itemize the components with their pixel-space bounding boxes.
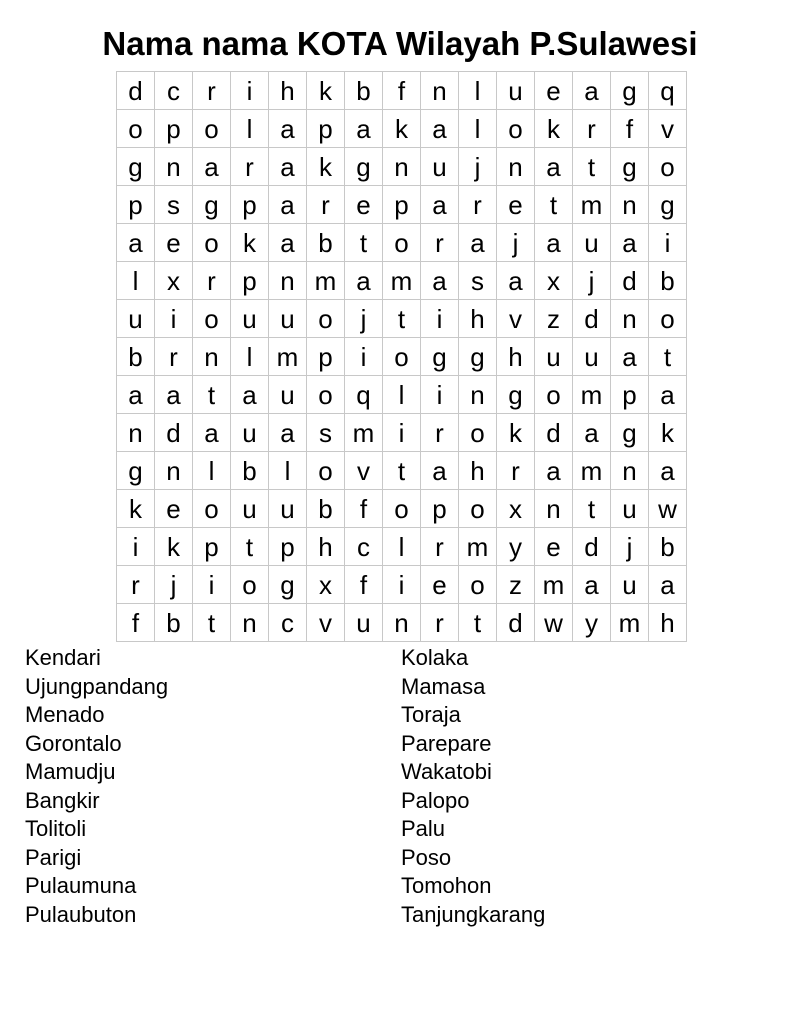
grid-cell: p <box>307 338 345 376</box>
grid-cell: r <box>421 224 459 262</box>
grid-cell: f <box>345 566 383 604</box>
grid-cell: a <box>421 262 459 300</box>
grid-cell: q <box>345 376 383 414</box>
grid-cell: n <box>155 148 193 186</box>
grid-cell: p <box>421 490 459 528</box>
grid-cell: p <box>307 110 345 148</box>
grid-cell: m <box>459 528 497 566</box>
grid-cell: k <box>383 110 421 148</box>
grid-cell: a <box>421 452 459 490</box>
grid-cell: u <box>535 338 573 376</box>
word-item: Mamudju <box>25 759 116 784</box>
grid-cell: l <box>459 72 497 110</box>
grid-cell: m <box>611 604 649 642</box>
grid-cell: p <box>231 186 269 224</box>
grid-cell: a <box>573 566 611 604</box>
grid-cell: u <box>269 300 307 338</box>
word-item: Kendari <box>25 645 101 670</box>
grid-cell: o <box>459 566 497 604</box>
grid-cell: u <box>611 490 649 528</box>
word-item: Wakatobi <box>401 759 492 784</box>
grid-cell: n <box>383 604 421 642</box>
grid-cell: e <box>345 186 383 224</box>
grid-cell: a <box>573 72 611 110</box>
grid-cell: o <box>193 300 231 338</box>
grid-cell: l <box>269 452 307 490</box>
grid-cell: k <box>535 110 573 148</box>
grid-cell: i <box>231 72 269 110</box>
grid-cell: o <box>193 490 231 528</box>
grid-cell: u <box>611 566 649 604</box>
grid-cell: d <box>535 414 573 452</box>
grid-cell: k <box>155 528 193 566</box>
page-title: Nama nama KOTA Wilayah P.Sulawesi <box>102 25 698 62</box>
grid-cell: a <box>497 262 535 300</box>
grid-cell: g <box>345 148 383 186</box>
grid-cell: a <box>649 566 687 604</box>
grid-cell: k <box>117 490 155 528</box>
grid-cell: a <box>649 376 687 414</box>
grid-cell: k <box>307 148 345 186</box>
grid-cell: o <box>193 224 231 262</box>
grid-cell: d <box>155 414 193 452</box>
grid-cell: u <box>573 338 611 376</box>
grid-cell: s <box>155 186 193 224</box>
grid-cell: g <box>497 376 535 414</box>
grid-cell: a <box>117 224 155 262</box>
grid-cell: r <box>193 72 231 110</box>
grid-cell: u <box>573 224 611 262</box>
grid-cell: u <box>231 490 269 528</box>
grid-cell: n <box>497 148 535 186</box>
grid-cell: b <box>117 338 155 376</box>
grid-cell: a <box>193 414 231 452</box>
grid-cell: r <box>421 604 459 642</box>
word-search-grid <box>116 71 687 642</box>
grid-cell: m <box>345 414 383 452</box>
grid-cell: o <box>117 110 155 148</box>
grid-cell: z <box>535 300 573 338</box>
grid-cell: n <box>269 262 307 300</box>
grid-cell: c <box>155 72 193 110</box>
word-item: Ujungpandang <box>25 673 169 699</box>
grid-cell: t <box>573 490 611 528</box>
word-item: Tomohon <box>401 873 492 898</box>
grid-cell: p <box>231 262 269 300</box>
grid-cell: f <box>117 604 155 642</box>
grid-cell: o <box>193 110 231 148</box>
grid-cell: o <box>307 452 345 490</box>
grid-cell: m <box>535 566 573 604</box>
grid-cell: t <box>573 148 611 186</box>
grid-cell: v <box>649 110 687 148</box>
grid-cell: o <box>383 490 421 528</box>
grid-cell: l <box>383 376 421 414</box>
grid-cell: i <box>383 566 421 604</box>
grid-cell: x <box>497 490 535 528</box>
grid-cell: n <box>383 148 421 186</box>
grid-row <box>117 376 687 414</box>
grid-cell: d <box>497 604 535 642</box>
grid-cell: s <box>307 414 345 452</box>
word-list-left <box>25 644 168 929</box>
grid-cell: h <box>459 452 497 490</box>
grid-cell: t <box>231 528 269 566</box>
grid-cell: e <box>421 566 459 604</box>
grid-cell: a <box>573 414 611 452</box>
grid-cell: a <box>269 110 307 148</box>
grid-row <box>117 566 687 604</box>
grid-cell: u <box>421 148 459 186</box>
grid-cell: f <box>611 110 649 148</box>
grid-cell: j <box>155 566 193 604</box>
grid-cell: r <box>421 528 459 566</box>
grid-cell: r <box>421 414 459 452</box>
grid-cell: t <box>535 186 573 224</box>
grid-cell: t <box>193 376 231 414</box>
word-item: Parepare <box>401 730 492 756</box>
grid-cell: e <box>497 186 535 224</box>
grid-cell: k <box>231 224 269 262</box>
grid-cell: r <box>155 338 193 376</box>
grid-cell: i <box>155 300 193 338</box>
grid-cell: p <box>383 186 421 224</box>
grid-cell: p <box>269 528 307 566</box>
grid-cell: n <box>193 338 231 376</box>
grid-cell: p <box>117 186 155 224</box>
grid-cell: n <box>611 186 649 224</box>
grid-cell: a <box>155 376 193 414</box>
grid-cell: p <box>155 110 193 148</box>
grid-cell: d <box>573 528 611 566</box>
grid-cell: b <box>307 490 345 528</box>
grid-cell: t <box>193 604 231 642</box>
word-item: Poso <box>401 844 452 870</box>
grid-cell: a <box>649 452 687 490</box>
grid-cell: u <box>231 300 269 338</box>
grid-cell: o <box>383 338 421 376</box>
grid-cell: u <box>269 376 307 414</box>
grid-cell: m <box>573 452 611 490</box>
grid-cell: y <box>573 604 611 642</box>
grid-cell: v <box>345 452 383 490</box>
grid-cell: n <box>155 452 193 490</box>
grid-row <box>117 110 687 148</box>
grid-cell: o <box>649 148 687 186</box>
word-item: Palopo <box>401 787 470 813</box>
grid-cell: j <box>497 224 535 262</box>
grid-cell: x <box>155 262 193 300</box>
grid-cell: o <box>383 224 421 262</box>
grid-cell: k <box>307 72 345 110</box>
grid-cell: m <box>307 262 345 300</box>
grid-cell: d <box>117 72 155 110</box>
grid-row <box>117 528 687 566</box>
grid-cell: d <box>611 262 649 300</box>
grid-cell: j <box>459 148 497 186</box>
grid-cell: r <box>307 186 345 224</box>
grid-cell: g <box>117 452 155 490</box>
grid-cell: c <box>269 604 307 642</box>
grid-cell: a <box>193 148 231 186</box>
grid-cell: n <box>421 72 459 110</box>
grid-cell: n <box>459 376 497 414</box>
grid-cell: g <box>269 566 307 604</box>
grid-cell: b <box>649 262 687 300</box>
grid-cell: u <box>231 414 269 452</box>
grid-cell: w <box>535 604 573 642</box>
word-item: Palu <box>401 816 446 841</box>
grid-cell: n <box>535 490 573 528</box>
grid-cell: r <box>497 452 535 490</box>
grid-row <box>117 148 687 186</box>
grid-cell: j <box>345 300 383 338</box>
grid-cell: u <box>117 300 155 338</box>
grid-cell: j <box>611 528 649 566</box>
grid-cell: t <box>383 300 421 338</box>
grid-cell: f <box>383 72 421 110</box>
grid-cell: a <box>421 186 459 224</box>
grid-cell: g <box>193 186 231 224</box>
grid-cell: l <box>231 110 269 148</box>
grid-cell: u <box>497 72 535 110</box>
grid-cell: g <box>459 338 497 376</box>
grid-cell: i <box>421 300 459 338</box>
grid-cell: i <box>383 414 421 452</box>
grid-cell: h <box>497 338 535 376</box>
grid-cell: r <box>117 566 155 604</box>
grid-cell: u <box>345 604 383 642</box>
grid-cell: h <box>459 300 497 338</box>
grid-cell: v <box>307 604 345 642</box>
grid-cell: a <box>117 376 155 414</box>
word-item: Menado <box>25 702 105 727</box>
grid-cell: x <box>535 262 573 300</box>
grid-row <box>117 604 687 642</box>
grid-cell: i <box>345 338 383 376</box>
grid-cell: p <box>611 376 649 414</box>
grid-cell: v <box>497 300 535 338</box>
grid-cell: o <box>459 490 497 528</box>
grid-cell: b <box>345 72 383 110</box>
grid-cell: a <box>535 224 573 262</box>
word-item: Tanjungkarang <box>401 901 546 927</box>
grid-cell: e <box>535 72 573 110</box>
grid-cell: r <box>459 186 497 224</box>
grid-cell: m <box>573 186 611 224</box>
grid-cell: p <box>193 528 231 566</box>
grid-row <box>117 452 687 490</box>
grid-cell: n <box>117 414 155 452</box>
grid-cell: d <box>573 300 611 338</box>
grid-cell: k <box>497 414 535 452</box>
word-item: Tolitoli <box>25 816 87 841</box>
word-item: Bangkir <box>25 787 100 813</box>
grid-cell: a <box>345 262 383 300</box>
grid-cell: o <box>459 414 497 452</box>
grid-cell: a <box>269 414 307 452</box>
grid-cell: l <box>231 338 269 376</box>
word-item: Pulaumuna <box>25 873 137 898</box>
grid-cell: b <box>307 224 345 262</box>
word-item: Parigi <box>25 844 82 870</box>
grid-cell: o <box>231 566 269 604</box>
grid-cell: b <box>649 528 687 566</box>
grid-cell: m <box>573 376 611 414</box>
grid-cell: n <box>611 300 649 338</box>
grid-cell: k <box>649 414 687 452</box>
grid-cell: n <box>611 452 649 490</box>
grid-cell: l <box>383 528 421 566</box>
grid-cell: o <box>307 376 345 414</box>
grid-cell: o <box>649 300 687 338</box>
grid-cell: t <box>649 338 687 376</box>
grid-cell: a <box>535 452 573 490</box>
grid-cell: l <box>193 452 231 490</box>
grid-cell: a <box>459 224 497 262</box>
grid-cell: m <box>269 338 307 376</box>
grid-row <box>117 186 687 224</box>
grid-cell: x <box>307 566 345 604</box>
grid-cell: a <box>345 110 383 148</box>
grid-row <box>117 72 687 110</box>
grid-cell: c <box>345 528 383 566</box>
grid-cell: i <box>193 566 231 604</box>
grid-row <box>117 414 687 452</box>
grid-cell: i <box>421 376 459 414</box>
grid-cell: a <box>611 224 649 262</box>
grid-cell: a <box>611 338 649 376</box>
grid-cell: a <box>269 148 307 186</box>
grid-cell: t <box>383 452 421 490</box>
grid-cell: f <box>345 490 383 528</box>
grid-cell: e <box>155 490 193 528</box>
grid-cell: g <box>611 72 649 110</box>
grid-cell: i <box>649 224 687 262</box>
grid-cell: e <box>155 224 193 262</box>
grid-row <box>117 224 687 262</box>
grid-cell: w <box>649 490 687 528</box>
grid-cell: l <box>459 110 497 148</box>
grid-cell: o <box>307 300 345 338</box>
grid-cell: a <box>269 224 307 262</box>
grid-row <box>117 300 687 338</box>
word-item: Gorontalo <box>25 730 122 756</box>
grid-cell: g <box>421 338 459 376</box>
grid-cell: o <box>535 376 573 414</box>
grid-row <box>117 338 687 376</box>
grid-cell: n <box>231 604 269 642</box>
grid-cell: j <box>573 262 611 300</box>
grid-cell: b <box>231 452 269 490</box>
grid-cell: t <box>459 604 497 642</box>
grid-row <box>117 262 687 300</box>
grid-cell: t <box>345 224 383 262</box>
grid-cell: g <box>611 148 649 186</box>
word-item: Toraja <box>401 702 461 727</box>
grid-cell: g <box>117 148 155 186</box>
grid-cell: r <box>193 262 231 300</box>
grid-cell: r <box>231 148 269 186</box>
grid-cell: l <box>117 262 155 300</box>
grid-cell: s <box>459 262 497 300</box>
grid-cell: y <box>497 528 535 566</box>
word-list-right <box>401 644 545 929</box>
grid-cell: g <box>649 186 687 224</box>
grid-cell: b <box>155 604 193 642</box>
word-item: Pulaubuton <box>25 901 137 927</box>
grid-cell: i <box>117 528 155 566</box>
grid-row <box>117 490 687 528</box>
grid-cell: a <box>231 376 269 414</box>
grid-cell: z <box>497 566 535 604</box>
grid-cell: e <box>535 528 573 566</box>
grid-cell: r <box>573 110 611 148</box>
grid-cell: m <box>383 262 421 300</box>
grid-cell: g <box>611 414 649 452</box>
grid-cell: a <box>269 186 307 224</box>
grid-cell: u <box>269 490 307 528</box>
grid-cell: h <box>307 528 345 566</box>
word-item: Mamasa <box>401 673 486 699</box>
grid-cell: a <box>421 110 459 148</box>
grid-cell: h <box>269 72 307 110</box>
grid-cell: a <box>535 148 573 186</box>
grid-cell: h <box>649 604 687 642</box>
grid-cell: q <box>649 72 687 110</box>
word-item: Kolaka <box>401 645 469 670</box>
grid-cell: o <box>497 110 535 148</box>
